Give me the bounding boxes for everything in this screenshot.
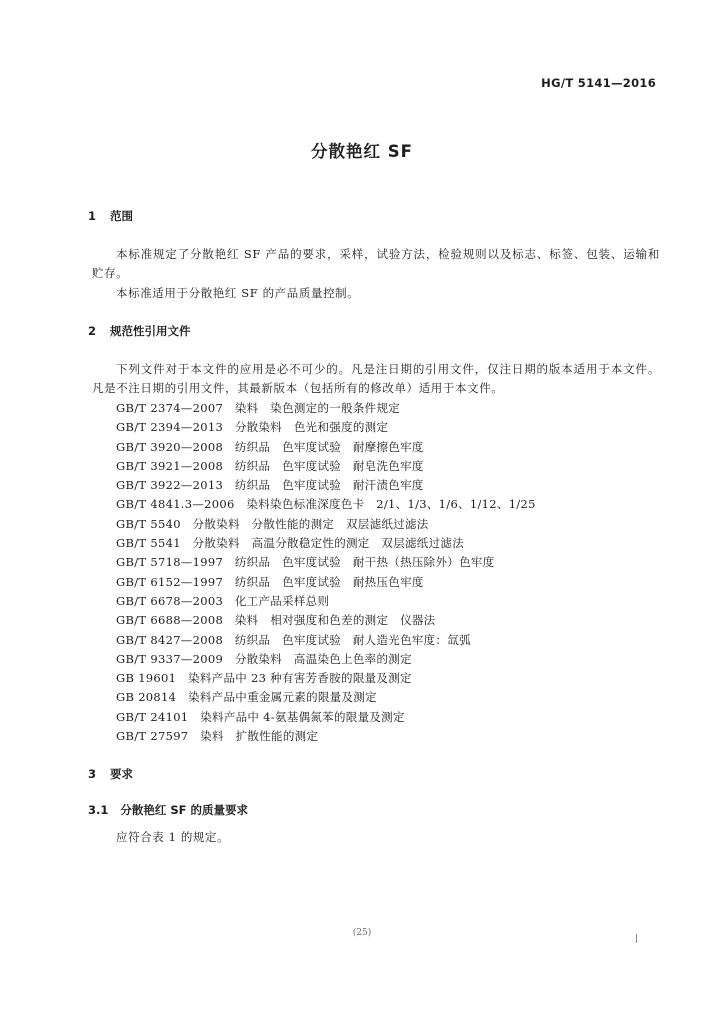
subsection-3-1-title: 分散艳红 SF 的质量要求	[120, 803, 249, 817]
reference-item: GB/T 8427—2008 纺织品 色牢度试验 耐人造光色牢度：氙弧	[116, 632, 471, 647]
references-intro: 下列文件对于本文件的应用是必不可少的。凡是注日期的引用文件，仅注日期的版本适用于本文件。凡是不注日期的引用文件，其最新版本（包括所有的修改单）适用于本文件。	[92, 362, 660, 395]
reference-item: GB/T 3920—2008 纺织品 色牢度试验 耐摩擦色牢度	[116, 439, 424, 454]
section-3-number: 3	[88, 767, 97, 781]
section-1-title: 范围	[110, 209, 134, 223]
reference-item: GB/T 5540 分散染料 分散性能的测定 双层滤纸过滤法	[116, 516, 429, 531]
page-number: (25)	[352, 928, 372, 938]
reference-item: GB/T 6688—2008 染料 相对强度和色差的测定 仪器法	[116, 613, 436, 628]
reference-item: GB/T 9337—2009 分散染料 高温染色上色率的测定	[116, 651, 412, 666]
document-title: 分散艳红 SF	[311, 142, 413, 161]
section-2-heading	[88, 323, 191, 339]
standard-code: HG/T 5141—2016	[541, 76, 656, 90]
reference-list	[116, 399, 536, 746]
reference-item: GB/T 27597 染料 扩散性能的测定	[116, 729, 319, 744]
section-1-number: 1	[88, 209, 97, 223]
reference-item: GB 19601 染料产品中 23 种有害芳香胺的限量及测定	[116, 671, 412, 686]
reference-item: GB/T 6152—1997 纺织品 色牢度试验 耐热压色牢度	[116, 574, 424, 589]
subsection-3-1-number: 3.1	[88, 803, 109, 817]
section-2-number: 2	[88, 324, 97, 338]
reference-item: GB/T 5541 分散染料 高温分散稳定性的测定 双层滤纸过滤法	[116, 536, 465, 551]
section-1-heading	[88, 208, 133, 224]
subsection-3-1-heading	[88, 802, 248, 818]
reference-item: GB/T 3922—2013 纺织品 色牢度试验 耐汗渍色牢度	[116, 478, 424, 493]
reference-item: GB/T 2374—2007 染料 染色测定的一般条件规定	[116, 401, 401, 415]
reference-item: GB/T 2394—2013 分散染料 色光和强度的测定	[116, 420, 389, 435]
reference-item: GB/T 24101 染料产品中 4-氨基偶氮苯的限量及测定	[116, 709, 405, 724]
reference-item: GB/T 3921—2008 纺织品 色牢度试验 耐皂洗色牢度	[116, 458, 424, 473]
margin-mark	[636, 934, 637, 943]
section-2-title: 规范性引用文件	[110, 324, 191, 338]
scope-paragraph-2: 本标准适用于分散艳红 SF 的产品质量控制。	[116, 286, 360, 300]
scope-paragraph-1: 本标准规定了分散艳红 SF 产品的要求，采样，试验方法，检验规则以及标志、标签、包装、运输和贮存。	[92, 247, 660, 280]
reference-item: GB 20814 染料产品中重金属元素的限量及测定	[116, 690, 377, 705]
reference-item: GB/T 6678—2003 化工产品采样总则	[116, 593, 330, 608]
section-3-heading	[88, 766, 133, 782]
reference-item: GB/T 5718—1997 纺织品 色牢度试验 耐干热（热压除外）色牢度	[116, 555, 495, 570]
reference-item: GB/T 4841.3—2006 染料染色标准深度色卡 2/1、1/3、1/6、1/12、1/25	[116, 497, 536, 512]
requirements-text: 应符合表 1 的规定。	[116, 830, 230, 844]
section-3-title: 要求	[110, 767, 134, 781]
